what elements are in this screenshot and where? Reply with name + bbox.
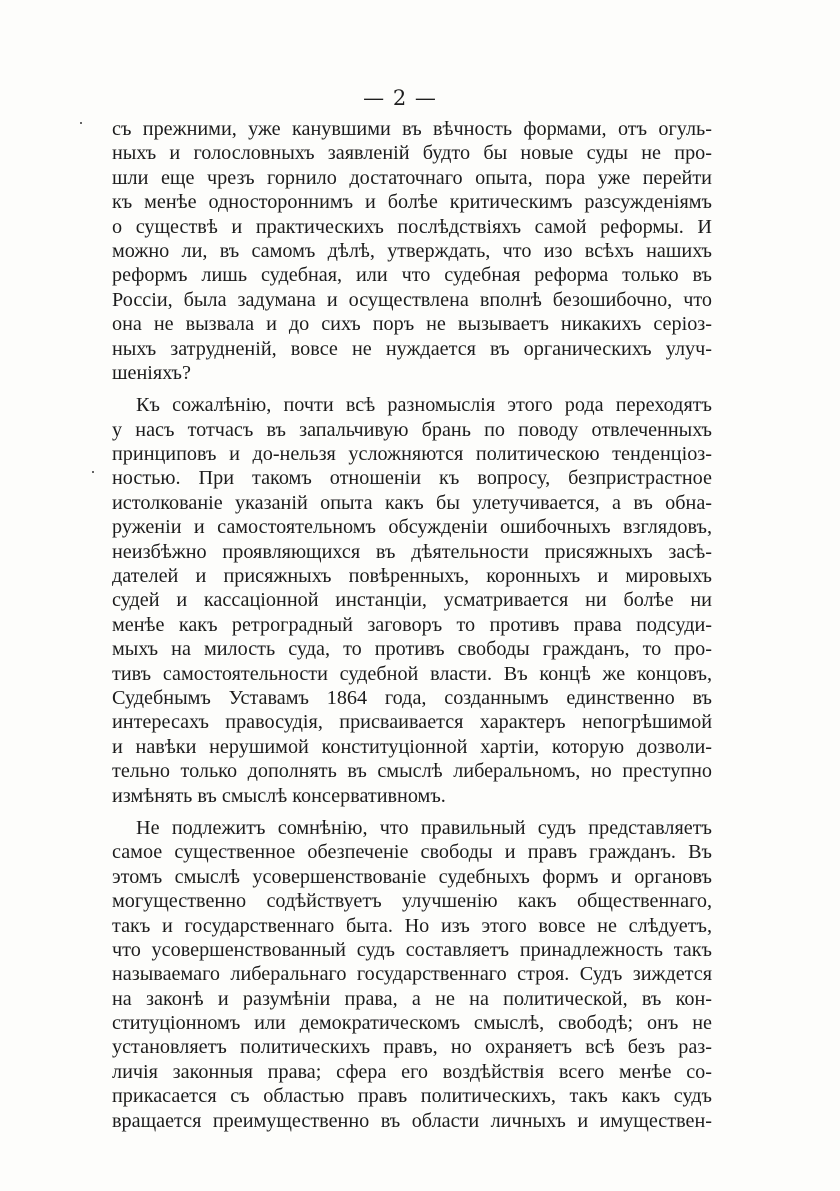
text-line: на законѣ и разумѣніи права, а не на политической, въ кон- xyxy=(112,987,712,1010)
text-line: интересахъ правосудія, присваивается характеръ непогрѣшимой xyxy=(112,711,712,734)
text-line: неизбѣжно проявляющихся въ дѣятельности присяжныхъ засѣ- xyxy=(112,540,712,563)
ink-speck xyxy=(92,471,94,473)
text-line: этомъ смыслѣ усовершенствованіе судебныхъ формъ и органовъ xyxy=(112,865,712,888)
text-line: самое существенное обезпеченіе свободы и правъ гражданъ. Въ xyxy=(112,841,712,864)
page-number: — 2 — xyxy=(363,86,437,110)
text-line: ныхъ затрудненій, вовсе не нуждается въ органическихъ улуч- xyxy=(112,337,712,360)
text-line: съ прежними, уже канувшими въ вѣчность формами, отъ огуль- xyxy=(112,118,712,140)
text-line: вращается преимущественно въ области личныхъ и имуществен- xyxy=(112,1109,712,1132)
text-line: шли еще чрезъ горнило достаточнаго опыта, пора уже перейти xyxy=(112,166,712,189)
text-line: Къ сожалѣнію, почти всѣ разномыслія этого рода переходятъ xyxy=(136,394,712,417)
text-line: ностью. При такомъ отношеніи къ вопросу, безпристрастное xyxy=(112,467,712,490)
text-line: можно ли, въ самомъ дѣлѣ, утверждать, что изо всѣхъ нашихъ xyxy=(112,239,712,262)
text-line: дателей и присяжныхъ повѣренныхъ, коронныхъ и мировыхъ xyxy=(112,565,712,588)
text-line: менѣе какъ ретроградный заговоръ то противъ права подсуди- xyxy=(112,613,712,636)
text-line: ституціонномъ или демократическомъ смыслѣ, свободѣ; онъ не xyxy=(112,1012,712,1035)
text-line: истолкованіе указаній опыта какъ бы улетучивается, а въ обна- xyxy=(112,491,712,514)
text-line: у насъ тотчасъ въ запальчивую брань по поводу отвлеченныхъ xyxy=(112,418,712,441)
text-line: реформъ лишь судебная, или что судебная реформа только въ xyxy=(112,264,712,287)
text-line: Россіи, была задумана и осуществлена вполнѣ безошибочно, что xyxy=(112,288,712,311)
text-line: тельно только дополнять въ смыслѣ либеральномъ, но преступно xyxy=(112,760,712,783)
text-line: къ менѣе одностороннимъ и болѣе критическимъ разсужденіямъ xyxy=(112,191,712,214)
text-line: она не вызвала и до сихъ поръ не вызываетъ никакихъ серіоз- xyxy=(112,313,712,336)
text-line: руженіи и самостоятельномъ обсужденіи ошибочныхъ взглядовъ, xyxy=(112,516,712,539)
paragraph xyxy=(112,816,712,1133)
text-line: о существѣ и практическихъ послѣдствіяхъ самой реформы. И xyxy=(112,215,712,238)
text-line: Судебнымъ Уставамъ 1864 года, созданнымъ единственно въ xyxy=(112,686,712,709)
paragraph xyxy=(112,393,712,808)
text-line: тивъ самостоятельности судебной власти. Въ концѣ же концовъ, xyxy=(112,662,712,685)
text-line: установляетъ политическихъ правъ, но охраняетъ всѣ безъ раз- xyxy=(112,1036,712,1059)
text-line: шеніяхъ? xyxy=(112,361,191,384)
text-line: прикасается съ областью правъ политическихъ, такъ какъ судъ xyxy=(112,1085,712,1108)
text-line: судей и кассаціонной инстанціи, усматривается ни болѣе ни xyxy=(112,589,712,612)
ink-speck xyxy=(80,122,82,124)
text-line: ныхъ и голословныхъ заявленій будто бы новые суды не про- xyxy=(112,142,712,165)
text-line: такъ и государственнаго быта. Но изъ этого вовсе не слѣдуетъ, xyxy=(112,914,712,937)
text-line: принциповъ и до-нельзя усложняются политическою тенденціоз- xyxy=(112,443,712,466)
text-line: называемаго либеральнаго государственнаго строя. Судъ зиждется xyxy=(112,963,712,986)
text-line: мыхъ на милость суда, то противъ свободы гражданъ, то про- xyxy=(112,638,712,661)
text-line: Не подлежитъ сомнѣнію, что правильный судъ представляетъ xyxy=(136,816,712,839)
text-line: измѣнять въ смыслѣ консервативномъ. xyxy=(112,784,446,807)
text-line: могущественно содѣйствуетъ улучшенію какъ общественнаго, xyxy=(112,890,712,913)
text-line: личія законныя права; сфера его воздѣйствія всего менѣе со- xyxy=(112,1060,712,1083)
text-line: что усовершенствованный судъ составляетъ принадлежность такъ xyxy=(112,938,712,961)
paragraph xyxy=(112,117,712,385)
body-text xyxy=(112,117,712,1141)
text-line: и навѣки нерушимой конституціонной хартіи, которую дозволи- xyxy=(112,735,712,758)
